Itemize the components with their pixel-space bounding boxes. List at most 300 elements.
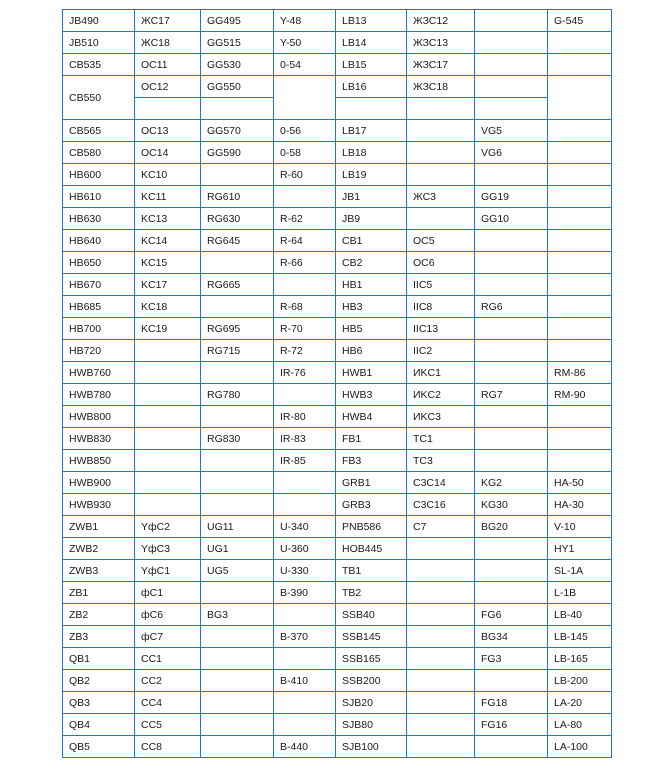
table-cell (201, 670, 274, 692)
table-row (63, 186, 612, 208)
table-cell: ЖЗС18 (407, 76, 475, 98)
table-cell: QB5 (63, 736, 135, 758)
table-row (63, 714, 612, 736)
table-cell: R-68 (274, 296, 336, 318)
table-cell (407, 98, 475, 120)
table-row (63, 274, 612, 296)
table-cell: KC11 (135, 186, 201, 208)
table-cell: QB2 (63, 670, 135, 692)
table-cell (201, 98, 274, 120)
table-cell: YфC3 (135, 538, 201, 560)
table-cell: GRB1 (336, 472, 407, 494)
table-cell: RG6 (475, 296, 548, 318)
table-row (63, 428, 612, 450)
table-cell: RG695 (201, 318, 274, 340)
table-cell (548, 186, 612, 208)
table-cell: GG530 (201, 54, 274, 76)
table-cell: L-1B (548, 582, 612, 604)
table-cell: IIC8 (407, 296, 475, 318)
table-cell: HB5 (336, 318, 407, 340)
table-cell: CC1 (135, 648, 201, 670)
table-cell: HB3 (336, 296, 407, 318)
table-row (63, 538, 612, 560)
table-cell (548, 428, 612, 450)
table-cell (407, 626, 475, 648)
table-cell: LB-200 (548, 670, 612, 692)
table-cell: CB550 (63, 76, 135, 120)
table-row (63, 670, 612, 692)
table-cell: FB3 (336, 450, 407, 472)
table-row (63, 340, 612, 362)
table-cell: TB1 (336, 560, 407, 582)
table-cell: CB580 (63, 142, 135, 164)
table-cell (475, 318, 548, 340)
table-cell (548, 208, 612, 230)
table-cell: HWB1 (336, 362, 407, 384)
table-cell: IR-83 (274, 428, 336, 450)
table-row (63, 604, 612, 626)
table-cell: C3C14 (407, 472, 475, 494)
table-cell (135, 384, 201, 406)
table-cell (201, 736, 274, 758)
table-cell (407, 692, 475, 714)
table-cell: KC10 (135, 164, 201, 186)
table-cell (475, 164, 548, 186)
table-cell: BG20 (475, 516, 548, 538)
table-cell (201, 494, 274, 516)
table-cell: RG665 (201, 274, 274, 296)
table-cell: IIC5 (407, 274, 475, 296)
table-cell: RM-86 (548, 362, 612, 384)
table-cell: LB16 (336, 76, 407, 98)
table-cell (201, 296, 274, 318)
table-cell: QB3 (63, 692, 135, 714)
table-cell: HB610 (63, 186, 135, 208)
table-cell: HB685 (63, 296, 135, 318)
table-cell (548, 54, 612, 76)
table-cell (135, 450, 201, 472)
table-cell: IR-80 (274, 406, 336, 428)
table-cell: GG590 (201, 142, 274, 164)
table-cell: RG830 (201, 428, 274, 450)
table-cell (548, 142, 612, 164)
table-cell: LB13 (336, 10, 407, 32)
table-row (63, 10, 612, 32)
table-cell (548, 32, 612, 54)
table-cell: ЖС18 (135, 32, 201, 54)
table-cell: HA-30 (548, 494, 612, 516)
table-cell (274, 186, 336, 208)
table-cell (201, 406, 274, 428)
table-cell: JB490 (63, 10, 135, 32)
table-cell (475, 54, 548, 76)
table-cell: KC13 (135, 208, 201, 230)
table-cell: HWB760 (63, 362, 135, 384)
table-cell: HWB850 (63, 450, 135, 472)
table-cell: HB640 (63, 230, 135, 252)
table-cell: KC15 (135, 252, 201, 274)
table-cell (475, 32, 548, 54)
table-cell: HB630 (63, 208, 135, 230)
table-cell: HB700 (63, 318, 135, 340)
table-cell: JB9 (336, 208, 407, 230)
table-cell (407, 714, 475, 736)
table-cell: U-330 (274, 560, 336, 582)
table-row (63, 54, 612, 76)
table-cell: UG5 (201, 560, 274, 582)
table-cell: HB1 (336, 274, 407, 296)
table-row (63, 384, 612, 406)
table-cell (201, 692, 274, 714)
table-cell (201, 626, 274, 648)
table-cell (274, 76, 336, 120)
table-cell: TC1 (407, 428, 475, 450)
table-cell: KC18 (135, 296, 201, 318)
table-cell: B-410 (274, 670, 336, 692)
table-cell: SJB20 (336, 692, 407, 714)
table-cell (201, 252, 274, 274)
table-cell: 0-54 (274, 54, 336, 76)
table-cell: Y-50 (274, 32, 336, 54)
table-cell: R-70 (274, 318, 336, 340)
table-cell: VG5 (475, 120, 548, 142)
table-cell: QB4 (63, 714, 135, 736)
table-cell (274, 714, 336, 736)
table-cell: ЖЗС17 (407, 54, 475, 76)
table-cell (475, 538, 548, 560)
table-cell (407, 120, 475, 142)
table-cell (407, 208, 475, 230)
table-cell: OC11 (135, 54, 201, 76)
table-cell (548, 252, 612, 274)
table-row (63, 472, 612, 494)
table-row (63, 494, 612, 516)
table-cell: QB1 (63, 648, 135, 670)
table-cell (135, 472, 201, 494)
table-cell: BG3 (201, 604, 274, 626)
table-cell (407, 560, 475, 582)
table-cell: ZB1 (63, 582, 135, 604)
table-cell: ИKC3 (407, 406, 475, 428)
table-cell: RM-90 (548, 384, 612, 406)
table-cell: HA-50 (548, 472, 612, 494)
table-cell: HY1 (548, 538, 612, 560)
table-cell: HB600 (63, 164, 135, 186)
table-row (63, 516, 612, 538)
table-cell: ZWB1 (63, 516, 135, 538)
table-cell: RG715 (201, 340, 274, 362)
table-cell: CC8 (135, 736, 201, 758)
table-cell: LB19 (336, 164, 407, 186)
table-cell: B-440 (274, 736, 336, 758)
table-cell (201, 582, 274, 604)
table-cell: HB6 (336, 340, 407, 362)
table-cell (407, 142, 475, 164)
table-cell (201, 450, 274, 472)
table-cell (336, 98, 407, 120)
table-cell (475, 362, 548, 384)
table-cell (475, 428, 548, 450)
table-cell: R-66 (274, 252, 336, 274)
table-cell: OC14 (135, 142, 201, 164)
table-cell: SSB40 (336, 604, 407, 626)
table-cell: ЖЗС13 (407, 32, 475, 54)
table-cell: RG7 (475, 384, 548, 406)
table-cell (407, 164, 475, 186)
table-cell: HWB830 (63, 428, 135, 450)
table-cell: GG550 (201, 76, 274, 98)
table-row (63, 76, 612, 98)
table-cell: ИKC2 (407, 384, 475, 406)
table-cell: GRB3 (336, 494, 407, 516)
table-row (63, 296, 612, 318)
table-cell: C7 (407, 516, 475, 538)
table-cell: RG645 (201, 230, 274, 252)
table-cell (548, 164, 612, 186)
table-cell: 0-58 (274, 142, 336, 164)
table-cell: UG11 (201, 516, 274, 538)
table-row (63, 582, 612, 604)
table-cell: LB-145 (548, 626, 612, 648)
table-cell (548, 76, 612, 120)
table-cell (201, 472, 274, 494)
table-cell: R-60 (274, 164, 336, 186)
table-row (63, 626, 612, 648)
table-cell (135, 406, 201, 428)
table-cell (135, 98, 201, 120)
table-cell: LB15 (336, 54, 407, 76)
table-cell: HB670 (63, 274, 135, 296)
table-cell: ЖС3 (407, 186, 475, 208)
table-row (63, 560, 612, 582)
table-cell: ZB3 (63, 626, 135, 648)
table-cell: OC5 (407, 230, 475, 252)
table-cell (274, 692, 336, 714)
table-cell: HWB800 (63, 406, 135, 428)
table-row (63, 362, 612, 384)
table-cell: CB2 (336, 252, 407, 274)
table-cell: IR-85 (274, 450, 336, 472)
table-cell: TB2 (336, 582, 407, 604)
table-cell: HWB4 (336, 406, 407, 428)
table-cell: SSB145 (336, 626, 407, 648)
table-cell: LB-165 (548, 648, 612, 670)
table-cell (274, 494, 336, 516)
table-cell (475, 736, 548, 758)
table-row (63, 230, 612, 252)
table-cell (475, 340, 548, 362)
table-row (63, 208, 612, 230)
table-cell: FG18 (475, 692, 548, 714)
table-cell: IIC2 (407, 340, 475, 362)
table-cell: FG3 (475, 648, 548, 670)
table-cell (201, 164, 274, 186)
table-row (63, 450, 612, 472)
table-cell (475, 670, 548, 692)
table-cell (548, 274, 612, 296)
table-cell: CB1 (336, 230, 407, 252)
table-cell: 0-56 (274, 120, 336, 142)
table-cell: C3C16 (407, 494, 475, 516)
table-cell (274, 384, 336, 406)
table-cell (548, 296, 612, 318)
table-cell (274, 274, 336, 296)
table-row (63, 692, 612, 714)
filter-cross-reference-table (62, 9, 612, 758)
table-cell: UG1 (201, 538, 274, 560)
table-cell (407, 648, 475, 670)
table-cell: U-340 (274, 516, 336, 538)
table-cell: RG610 (201, 186, 274, 208)
table-cell (475, 560, 548, 582)
table-cell: SL-1A (548, 560, 612, 582)
table-row (63, 32, 612, 54)
table-cell (201, 362, 274, 384)
table-cell: HWB780 (63, 384, 135, 406)
table-cell: R-64 (274, 230, 336, 252)
table-cell: ИKC1 (407, 362, 475, 384)
table-cell: Y-48 (274, 10, 336, 32)
table-cell (475, 274, 548, 296)
table-cell (135, 340, 201, 362)
table-cell (548, 120, 612, 142)
table-cell: HB720 (63, 340, 135, 362)
table-cell (274, 472, 336, 494)
table-cell: JB1 (336, 186, 407, 208)
table-cell (475, 10, 548, 32)
table-cell (135, 428, 201, 450)
table-cell (475, 582, 548, 604)
table-cell: LB17 (336, 120, 407, 142)
table-cell: RG630 (201, 208, 274, 230)
table-cell: KC17 (135, 274, 201, 296)
table-cell: KG30 (475, 494, 548, 516)
table-row (63, 120, 612, 142)
table-cell: CB535 (63, 54, 135, 76)
table-cell: OC13 (135, 120, 201, 142)
table-cell: OC6 (407, 252, 475, 274)
table-cell: GG495 (201, 10, 274, 32)
table-cell: PNB586 (336, 516, 407, 538)
table-cell: V-10 (548, 516, 612, 538)
table-cell: ZWB2 (63, 538, 135, 560)
table-cell (548, 340, 612, 362)
table-cell: CC2 (135, 670, 201, 692)
table-cell (201, 714, 274, 736)
table-row (63, 648, 612, 670)
table-cell: GG19 (475, 186, 548, 208)
table-cell: ЖЗС12 (407, 10, 475, 32)
table-cell: KC19 (135, 318, 201, 340)
table-cell: фC6 (135, 604, 201, 626)
table-row (63, 406, 612, 428)
table-cell: R-62 (274, 208, 336, 230)
table-cell: YфC2 (135, 516, 201, 538)
table-cell: KG2 (475, 472, 548, 494)
table-cell: YфC1 (135, 560, 201, 582)
table-row (63, 736, 612, 758)
table-cell: IR-76 (274, 362, 336, 384)
table-cell: FG6 (475, 604, 548, 626)
table-cell (407, 538, 475, 560)
table-cell: HOB445 (336, 538, 407, 560)
table-cell (475, 76, 548, 98)
table-cell: G-545 (548, 10, 612, 32)
table-cell (407, 582, 475, 604)
table-cell: OC12 (135, 76, 201, 98)
table-cell: HWB930 (63, 494, 135, 516)
table-cell: TC3 (407, 450, 475, 472)
table-cell: LB-40 (548, 604, 612, 626)
table-row (63, 318, 612, 340)
table-cell: SSB165 (336, 648, 407, 670)
table-cell (475, 406, 548, 428)
table-cell: KC14 (135, 230, 201, 252)
table-cell (201, 648, 274, 670)
table-cell (135, 494, 201, 516)
table-cell: LB18 (336, 142, 407, 164)
table-cell: LA-100 (548, 736, 612, 758)
table-cell: фC1 (135, 582, 201, 604)
table-cell (407, 736, 475, 758)
table-cell: CC4 (135, 692, 201, 714)
table-cell (548, 450, 612, 472)
table-cell: B-370 (274, 626, 336, 648)
table-cell: HWB900 (63, 472, 135, 494)
table-cell (548, 318, 612, 340)
table-cell (274, 648, 336, 670)
table-cell (407, 604, 475, 626)
table-cell (274, 604, 336, 626)
table-cell: фC7 (135, 626, 201, 648)
table-cell: U-360 (274, 538, 336, 560)
table-row (63, 252, 612, 274)
table-cell (475, 230, 548, 252)
table-cell: GG570 (201, 120, 274, 142)
table-cell: SSB200 (336, 670, 407, 692)
table-cell: ZWB3 (63, 560, 135, 582)
table-cell: FB1 (336, 428, 407, 450)
table-cell: ЖС17 (135, 10, 201, 32)
table-cell: RG780 (201, 384, 274, 406)
table-cell (135, 362, 201, 384)
table-cell: HWB3 (336, 384, 407, 406)
table-cell (548, 406, 612, 428)
table-cell: CC5 (135, 714, 201, 736)
table-cell: R-72 (274, 340, 336, 362)
table-cell: BG34 (475, 626, 548, 648)
table-cell: LB14 (336, 32, 407, 54)
table-cell: JB510 (63, 32, 135, 54)
table-body (63, 10, 612, 758)
table-cell: GG515 (201, 32, 274, 54)
table-cell: HB650 (63, 252, 135, 274)
table-cell (407, 670, 475, 692)
table-cell: FG16 (475, 714, 548, 736)
table-row (63, 98, 612, 120)
table-row (63, 164, 612, 186)
table-cell: LA-80 (548, 714, 612, 736)
table-cell: SJB80 (336, 714, 407, 736)
table-cell: SJB100 (336, 736, 407, 758)
table-row (63, 142, 612, 164)
table-cell: GG10 (475, 208, 548, 230)
table-cell: VG6 (475, 142, 548, 164)
table-cell: LA-20 (548, 692, 612, 714)
table-cell: B-390 (274, 582, 336, 604)
table-cell (475, 252, 548, 274)
table-cell: CB565 (63, 120, 135, 142)
